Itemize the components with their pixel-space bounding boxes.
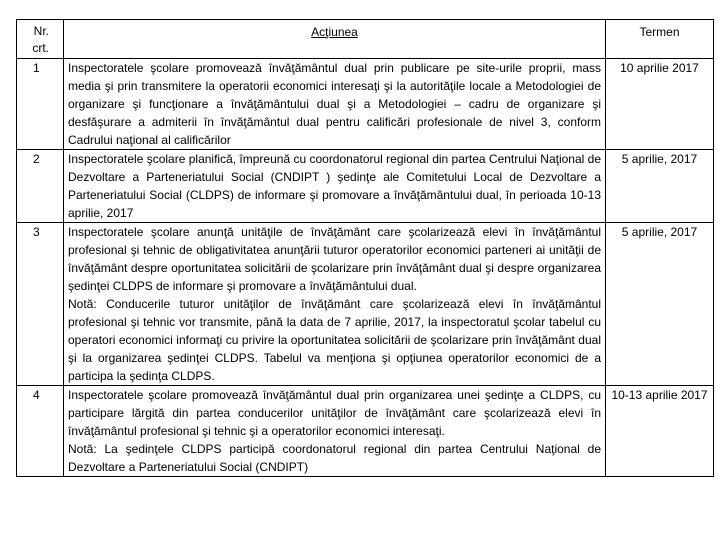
row-term: 5 aprilie, 2017 [606,150,714,223]
table-row [17,150,714,223]
row-action [64,150,606,223]
table-row [17,386,714,477]
header-action: Acţiunea [64,20,606,59]
row-action [64,223,606,386]
row-number: 4 [17,386,64,477]
action-text: Inspectoratele şcolare promovează învăţământul dual prin publicare pe site-urile proprii, mass media şi prin transmitere la operatorii economici interesaţi şi la autorităţile locale a Metodologiei de organizare şi funcţionare a învăţământului dual şi a Metodologiei – cadru de organizare şi desfăşurare a admiterii în învăţământul dual pentru calificări profesionale de nivel 3, conform Cadrului naţional al calificărilor [68,61,601,147]
header-nr: Nr. crt. [17,20,64,59]
row-action [64,59,606,150]
row-action [64,386,606,477]
action-text: Inspectoratele şcolare promovează învăţământul dual prin organizarea unei şedinţe a CLDPS, cu participare lărgită din partea conducerilor unităţilor de învăţământ care şcolarizează elevi în învăţământul profesional şi tehnic şi a operatorilor economici interesaţi. [68,388,601,438]
row-term: 10-13 aprilie 2017 [606,386,714,477]
row-number: 2 [17,150,64,223]
header-term: Termen [606,20,714,59]
actions-table [16,19,714,477]
row-term: 5 aprilie, 2017 [606,223,714,386]
table-header-row [17,20,714,59]
row-number: 3 [17,223,64,386]
action-note: Notă: Conducerile tuturor unităţilor de învăţământ care şcolarizează elevi în învăţământul profesional şi tehnic vor transmite, până la data de 7 aprilie, 2017, la inspectoratul şcolar tabelul cu operatori economici informaţi cu privire la oportunitatea solicitării de şcolarizare prin învăţământ dual şi la organizarea şedinţei CLDPS. Tabelul va menţiona şi opţiunea operatorilor economici de a participa la şedinţa CLDPS. [68,297,601,383]
action-text: Inspectoratele şcolare planifică, împreună cu coordonatorul regional din partea Centrului Naţional de Dezvoltare a Parteneriatului Social (CNDIPT ) şedinţe ale Comitetului Local de Dezvoltare a Parteneriatului Social (CLDPS) de informare şi promovare a învăţământului dual, în perioada 10-13 aprilie, 2017 [68,152,601,220]
row-term: 10 aprilie 2017 [606,59,714,150]
table-row [17,59,714,150]
table-row [17,223,714,386]
action-note: Notă: La şedinţele CLDPS participă coordonatorul regional din partea Centrului Naţional de Dezvoltare a Parteneriatului Social (CNDIPT) [68,442,601,474]
action-text: Inspectoratele şcolare anunţă unităţile de învăţământ care şcolarizează elevi în învăţământul profesional şi tehnic de obligativitatea anunţării tuturor operatorilor economici parteneri ai unităţii de învăţământ despre oportunitatea solicitării de şcolarizare prin învăţământ dual şi despre organizarea şedinţei CLDPS de informare şi promovare a învăţământului dual. [68,225,601,293]
row-number: 1 [17,59,64,150]
